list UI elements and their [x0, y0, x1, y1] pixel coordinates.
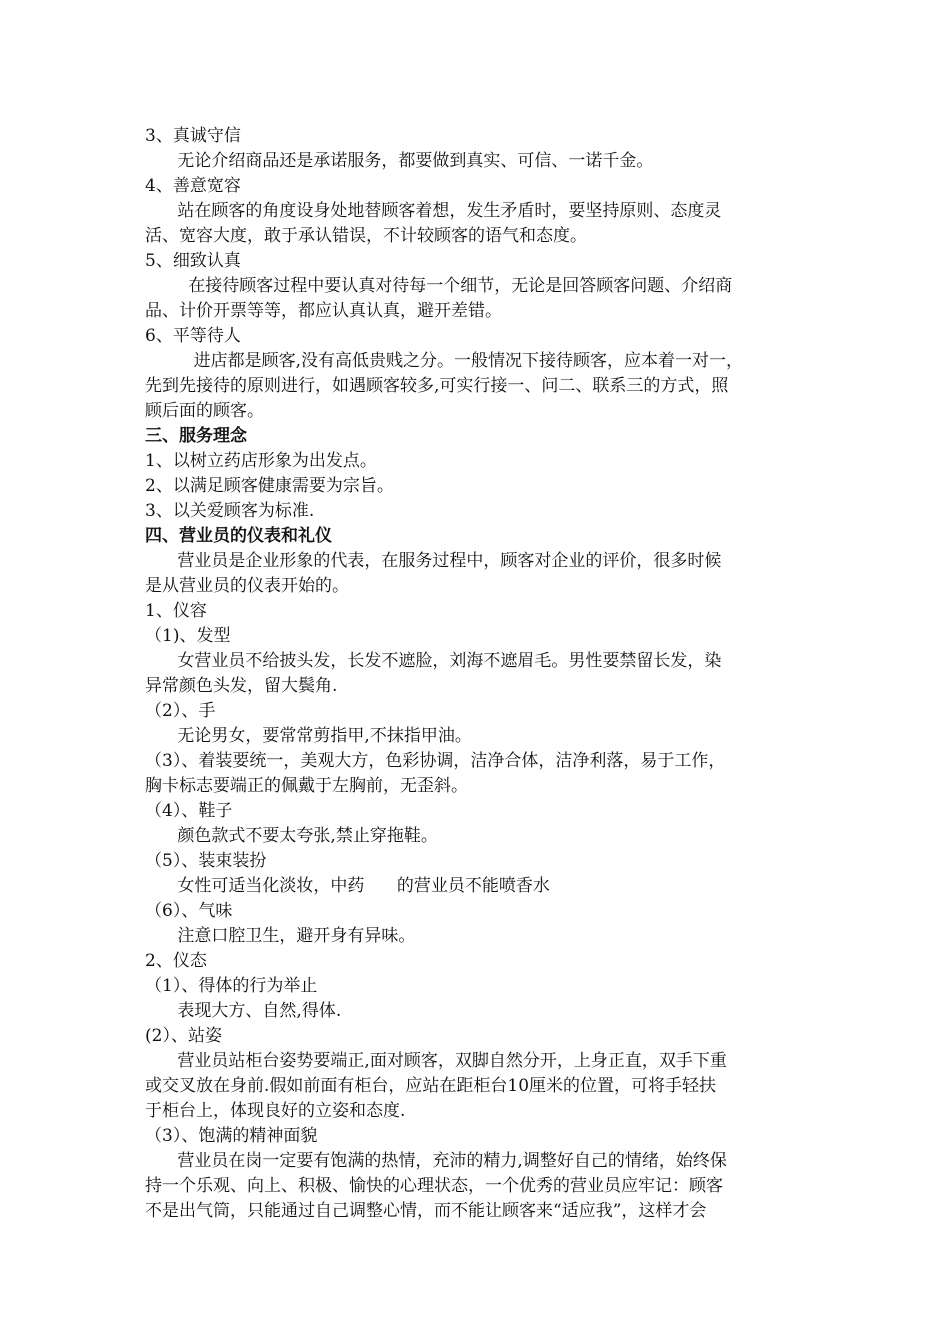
list-item: 1、以树立药店形象为出发点。 — [145, 451, 377, 471]
paragraph-line: 在接待顾客过程中要认真对待每一个细节，无论是回答顾客问题、介绍商 — [145, 276, 733, 296]
heading-appearance: 1、仪容 — [145, 601, 207, 621]
section-heading-appearance-etiquette: 四、营业员的仪表和礼仪 — [145, 526, 332, 546]
paragraph-line: 营业员站柜台姿势要端正,面对顾客，双脚自然分开，上身正直，双手下重 — [145, 1051, 727, 1071]
subheading-hands: （2）、手 — [145, 701, 216, 721]
list-item: 3、以关爱顾客为标准. — [145, 501, 315, 521]
heading-demeanor: 2、仪态 — [145, 951, 207, 971]
paragraph-line: 无论男女，要常常剪指甲,不抹指甲油。 — [145, 726, 472, 746]
paragraph-line: 女性可适当化淡妆，中药 的营业员不能喷香水 — [145, 876, 550, 896]
paragraph-line: 站在顾客的角度设身处地替顾客着想，发生矛盾时，要坚持原则、态度灵 — [145, 201, 722, 221]
paragraph-line: 颜色款式不要太夸张,禁止穿拖鞋。 — [145, 826, 438, 846]
paragraph-line: 表现大方、自然,得体. — [145, 1001, 342, 1021]
subheading-spirit: （3）、饱满的精神面貌 — [145, 1126, 318, 1146]
list-item: 2、以满足顾客健康需要为宗旨。 — [145, 476, 394, 496]
subheading-odor: （6）、气味 — [145, 901, 233, 921]
subheading-behavior: （1）、得体的行为举止 — [145, 976, 318, 996]
paragraph-line: 品、计价开票等等，都应认真认真，避开差错。 — [145, 301, 502, 321]
paragraph-line: 注意口腔卫生，避开身有异味。 — [145, 926, 416, 946]
paragraph-line: 于柜台上，体现良好的立姿和态度. — [145, 1101, 406, 1121]
paragraph-line: 不是出气筒，只能通过自己调整心情，而不能让顾客来“适应我”，这样才会 — [145, 1201, 707, 1221]
paragraph-line: 活、宽容大度，敢于承认错误，不计较顾客的语气和态度。 — [145, 226, 587, 246]
paragraph-line: 或交叉放在身前.假如前面有柜台，应站在距柜台10厘米的位置，可将手轻扶 — [145, 1076, 717, 1096]
paragraph-line: 无论介绍商品还是承诺服务，都要做到真实、可信、一诺千金。 — [145, 151, 654, 171]
paragraph-line: 营业员是企业形象的代表，在服务过程中，顾客对企业的评价，很多时候 — [145, 551, 722, 571]
paragraph-line: 进店都是顾客,没有高低贵贱之分。一般情况下接待顾客，应本着一对一， — [145, 351, 744, 371]
section-heading-service-philosophy: 三、服务理念 — [145, 426, 247, 446]
subheading-shoes: （4）、鞋子 — [145, 801, 233, 821]
paragraph-line: 胸卡标志要端正的佩戴于左胸前，无歪斜。 — [145, 776, 468, 796]
heading-sincerity: 3、真诚守信 — [145, 126, 241, 146]
paragraph-line: 先到先接待的原则进行，如遇顾客较多,可实行接一、问二、联系三的方式，照 — [145, 376, 729, 396]
paragraph-line: 异常颜色头发，留大鬓角. — [145, 676, 338, 696]
paragraph-line: 女营业员不给披头发，长发不遮脸，刘海不遮眉毛。男性要禁留长发，染 — [145, 651, 722, 671]
subheading-dress: （3）、着装要统一，美观大方，色彩协调，洁净合体，洁净利落，易于工作， — [145, 751, 726, 771]
paragraph-line: 是从营业员的仪表开始的。 — [145, 576, 349, 596]
heading-careful: 5、细致认真 — [145, 251, 241, 271]
subheading-hairstyle: （1)、发型 — [145, 626, 231, 646]
paragraph-line: 营业员在岗一定要有饱满的热情，充沛的精力,调整好自己的情绪，始终保 — [145, 1151, 727, 1171]
heading-tolerance: 4、善意宽容 — [145, 176, 241, 196]
subheading-posture: (2）、站姿 — [145, 1026, 222, 1046]
heading-equality: 6、平等待人 — [145, 326, 241, 346]
paragraph-line: 顾后面的顾客。 — [145, 401, 264, 421]
paragraph-line: 持一个乐观、向上、积极、愉快的心理状态，一个优秀的营业员应牢记：顾客 — [145, 1176, 723, 1196]
subheading-grooming: （5）、装束装扮 — [145, 851, 267, 871]
